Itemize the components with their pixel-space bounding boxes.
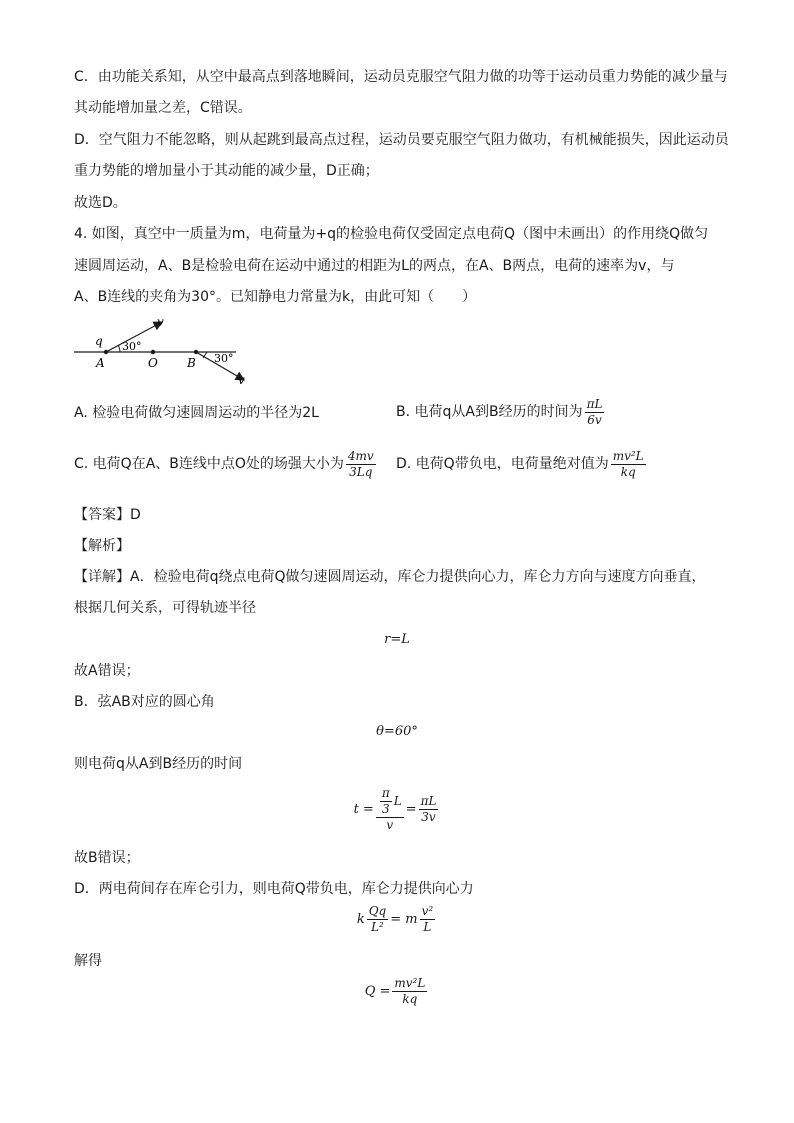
fraction-denominator: kq <box>620 464 636 479</box>
option-b-fraction <box>585 397 605 428</box>
detail-line: B．弦AB对应的圆心角 <box>74 694 215 710</box>
fraction-numerator: mv²L <box>612 448 644 463</box>
detail-line: 【详解】A．检验电荷q绕点电荷Q做匀速圆周运动，库仑力提供向心力，库仑力方向与速度方向垂直， <box>74 569 706 585</box>
point-a <box>104 350 108 354</box>
detail-line: 故B错误； <box>74 850 140 866</box>
fraction-numerator <box>376 786 404 817</box>
eq-text: L <box>393 794 402 808</box>
equation-radius: r=L <box>384 632 410 647</box>
fraction-denominator: v <box>386 818 394 832</box>
label-b: B <box>187 356 196 370</box>
point-o <box>151 350 155 354</box>
eq-inner-fraction <box>380 786 392 817</box>
detail-line: 故A错误； <box>74 663 140 679</box>
eq-text: = m <box>390 912 418 927</box>
text-line: D．空气阻力不能忽略，则从起跳到最高点过程，运动员要克服空气阻力做功，有机械能损失，因此运动员 <box>74 132 729 148</box>
fraction-denominator: 3 <box>381 802 390 816</box>
question-figure <box>70 312 260 388</box>
text-line: 故选D。 <box>74 195 127 211</box>
fraction-denominator: 6v <box>587 412 602 427</box>
eq-text: Q = <box>364 984 391 999</box>
label-angle-b: 30° <box>214 352 234 365</box>
label-q: q <box>95 334 103 348</box>
option-d <box>396 444 648 484</box>
option-c-fraction <box>346 449 376 480</box>
eq-text: t = <box>353 802 374 817</box>
equation-result <box>0 976 794 1007</box>
fraction-numerator: 4mv <box>347 448 374 463</box>
label-o: O <box>148 356 158 370</box>
option-c-text: C. 电荷Q在A、B连线中点O处的场强大小为 <box>74 456 344 472</box>
fraction-denominator: 3v <box>421 810 436 824</box>
eq-fraction <box>420 904 436 935</box>
eq-fraction <box>367 904 389 935</box>
fraction-denominator: kq <box>402 992 418 1006</box>
detail-line: D．两电荷间存在库仑引力，则电荷Q带负电，库仑力提供向心力 <box>74 881 474 897</box>
text-line: 其动能增加量之差，C错误。 <box>74 100 252 116</box>
label-a: A <box>96 356 105 370</box>
label-angle-a: 30° <box>122 340 142 353</box>
fraction-numerator: Qq <box>368 904 387 918</box>
option-a: A. 检验电荷做匀速圆周运动的半径为2L <box>74 405 319 421</box>
option-b-text: B. 电荷q从A到B经历的时间为 <box>396 404 583 420</box>
label-v1: v <box>157 315 164 329</box>
analysis-title: 【解析】 <box>74 538 130 554</box>
eq-fraction <box>392 976 427 1007</box>
equation-time <box>0 786 794 833</box>
detail-line: 解得 <box>74 953 102 969</box>
eq-text: = <box>405 802 417 817</box>
fraction-numerator: v² <box>421 904 434 918</box>
option-d-text: D. 电荷Q带负电，电荷量绝对值为 <box>396 456 609 472</box>
question-stem: 速圆周运动，A、B是检验电荷在运动中通过的相距为L的两点，在A、B两点，电荷的速率为v，与 <box>74 258 675 274</box>
angle-arc-a <box>118 345 120 352</box>
answer-label: 【答案】D <box>74 507 141 523</box>
option-d-fraction <box>611 449 646 480</box>
text-line: 重力势能的增加量小于其动能的减少量，D正确； <box>74 163 379 179</box>
text-line: C．由功能关系知，从空中最高点到落地瞬间，运动员克服空气阻力做的功等于运动员重力势能的减少量与 <box>74 69 728 85</box>
eq-fraction <box>376 786 404 833</box>
eq-text: k <box>356 912 365 927</box>
fraction-denominator: L² <box>371 920 384 934</box>
detail-line: 则电荷q从A到B经历的时间 <box>74 756 243 772</box>
fraction-numerator: mv²L <box>394 976 426 990</box>
detail-line: 根据几何关系，可得轨迹半径 <box>74 600 256 616</box>
fraction-numerator: πL <box>586 396 603 411</box>
option-b <box>396 392 606 432</box>
question-stem: 4. 如图，真空中一质量为m，电荷量为+q的检验电荷仅受固定点电荷Q（图中未画出）的作用绕Q做匀 <box>74 226 709 242</box>
eq-fraction <box>419 794 439 825</box>
label-v2: v <box>238 373 245 387</box>
fraction-denominator: 3Lq <box>349 464 373 479</box>
point-b <box>194 350 198 354</box>
option-c <box>74 444 378 484</box>
fraction-numerator: π <box>381 786 390 800</box>
equation-coulomb <box>0 904 794 935</box>
question-stem: A、B连线的夹角为30°。已知静电力常量为k，由此可知（ ） <box>74 289 477 305</box>
fraction-denominator: L <box>423 920 432 934</box>
equation-angle: θ=60° <box>376 724 418 739</box>
fraction-numerator: πL <box>420 794 437 808</box>
